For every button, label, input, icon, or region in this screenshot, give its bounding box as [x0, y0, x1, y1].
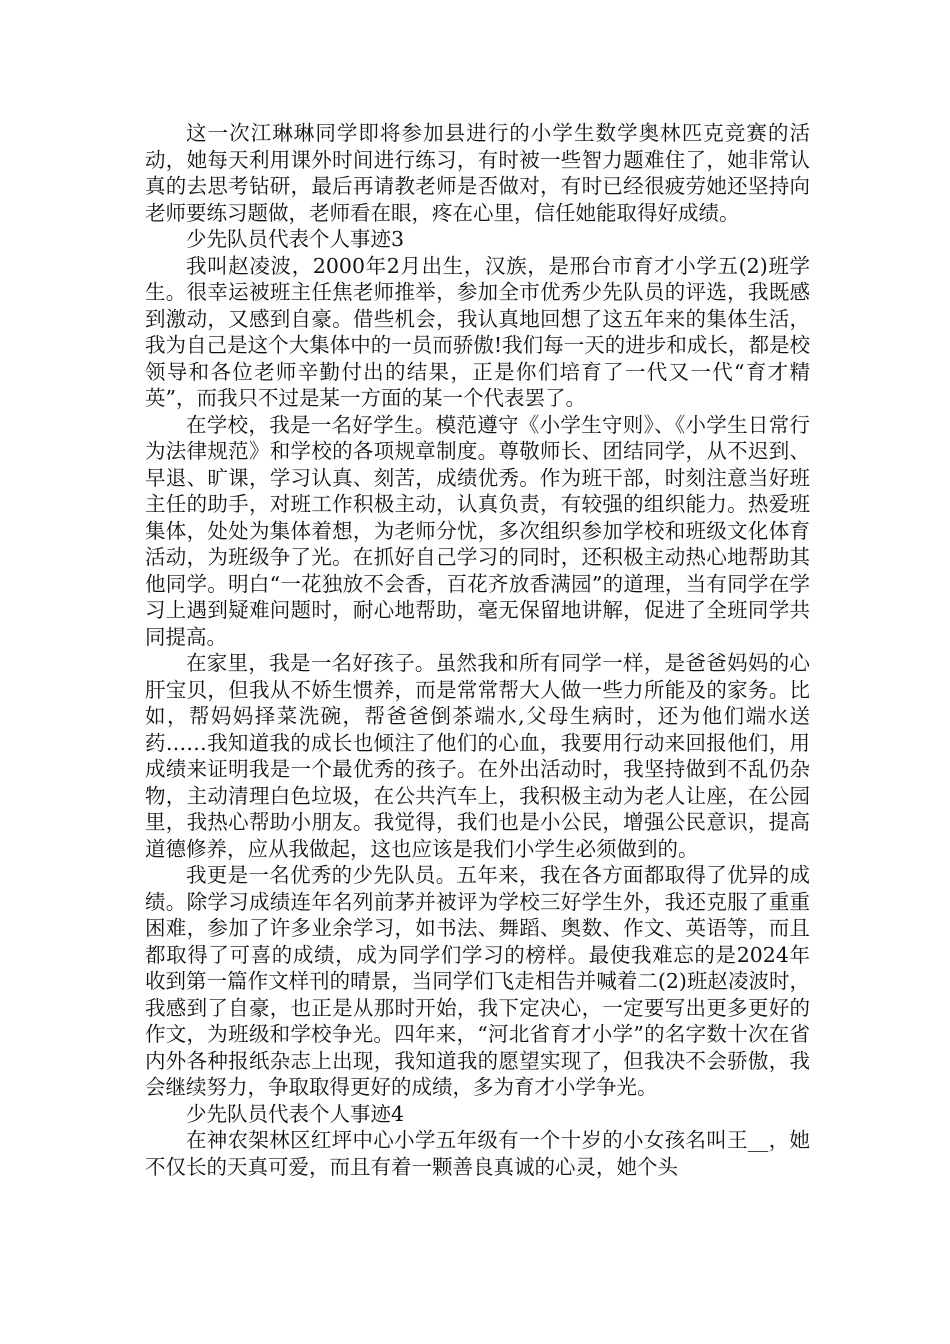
paragraph-1: 这一次江琳琳同学即将参加县进行的小学生数学奥林匹克竞赛的活动，她每天利用课外时间进行练习，有时被一些智力题难住了，她非常认真的去思考钻研，最后再请教老师是否做对，有时已经很疲劳她还坚持向老师要练习题做，老师看在眼，疼在心里，信任她能取得好成绩。: [145, 121, 810, 225]
paragraph-4: 在家里，我是一名好孩子。虽然我和所有同学一样，是爸爸妈妈的心肝宝贝，但我从不娇生惯养，而是常常帮大人做一些力所能及的家务。比如，帮妈妈择菜洗碗，帮爸爸倒茶端水,父母生病时，还为他们端水送药……我知道我的成长也倾注了他们的心血，我要用行动来回报他们，用成绩来证明我是一个最优秀的孩子。在外出活动时，我坚持做到不乱仍杂物，主动清理白色垃圾，在公共汽车上，我积极主动为老人让座，在公园里，我热心帮助小朋友。我觉得，我们也是小公民，增强公民意识，提高道德修养，应从我做起，这也应该是我们小学生必须做到的。: [145, 651, 810, 861]
section-heading-4: 少先队员代表个人事迹4: [186, 1101, 405, 1126]
section-heading-3: 少先队员代表个人事迹3: [186, 227, 405, 251]
paragraph-3: 在学校，我是一名好学生。模范遵守《小学生守则》、《小学生日常行为法律规范》和学校的各项规章制度。尊敬师长、团结同学，从不迟到、早退、旷课，学习认真、刻苦，成绩优秀。作为班干部，时刻注意当好班主任的助手，对班工作积极主动，认真负责，有较强的组织能力。热爱班集体，处处为集体着想，为老师分忧，多次组织参加学校和班级文化体育活动，为班级争了光。在抓好自己学习的同时，还积极主动热心地帮助其他同学。明白“一花独放不会香，百花齐放香满园”的道理，当有同学在学习上遇到疑难问题时，耐心地帮助，毫无保留地讲解，促进了全班同学共同提高。: [145, 412, 810, 649]
paragraph-5: 我更是一名优秀的少先队员。五年来，我在各方面都取得了优异的成绩。除学习成绩连年名列前茅并被评为学校三好学生外，我还克服了重重困难，参加了许多业余学习，如书法、舞蹈、奥数、作文、英语等，而且都取得了可喜的成绩，成为同学们学习的榜样。最使我难忘的是2024年收到第一篇作文样刊的晴景，当同学们飞走相告并喊着二(2)班赵凌波时，我感到了自豪，也正是从那时开始，我下定决心，一定要写出更多更好的作文，为班级和学校争光。四年来，“河北省育才小学”的名字数十次在省内外各种报纸杂志上出现，我知道我的愿望实现了，但我决不会骄傲，我会继续努力，争取取得更好的成绩，多为育才小学争光。: [145, 863, 810, 1099]
paragraph-6: 在神农架林区红坪中心小学五年级有一个十岁的小女孩名叫王__，她不仅长的天真可爱，而且有着一颗善良真诚的心灵，她个头: [145, 1128, 810, 1179]
paragraph-2: 我叫赵凌波，2000年2月出生，汉族，是邢台市育才小学五(2)班学生。很幸运被班主任焦老师推举，参加全市优秀少先队员的评选，我既感到激动，又感到自豪。借些机会，我认真地回想了这五年来的集体生活，我为自己是这个大集体中的一员而骄傲!我们每一天的进步和成长，都是校领导和各位老师辛勤付出的结果，正是你们培育了一代又一代“育才精英”，而我只不过是某一方面的某一个代表罢了。: [145, 253, 810, 410]
document-body: [145, 120, 810, 1180]
